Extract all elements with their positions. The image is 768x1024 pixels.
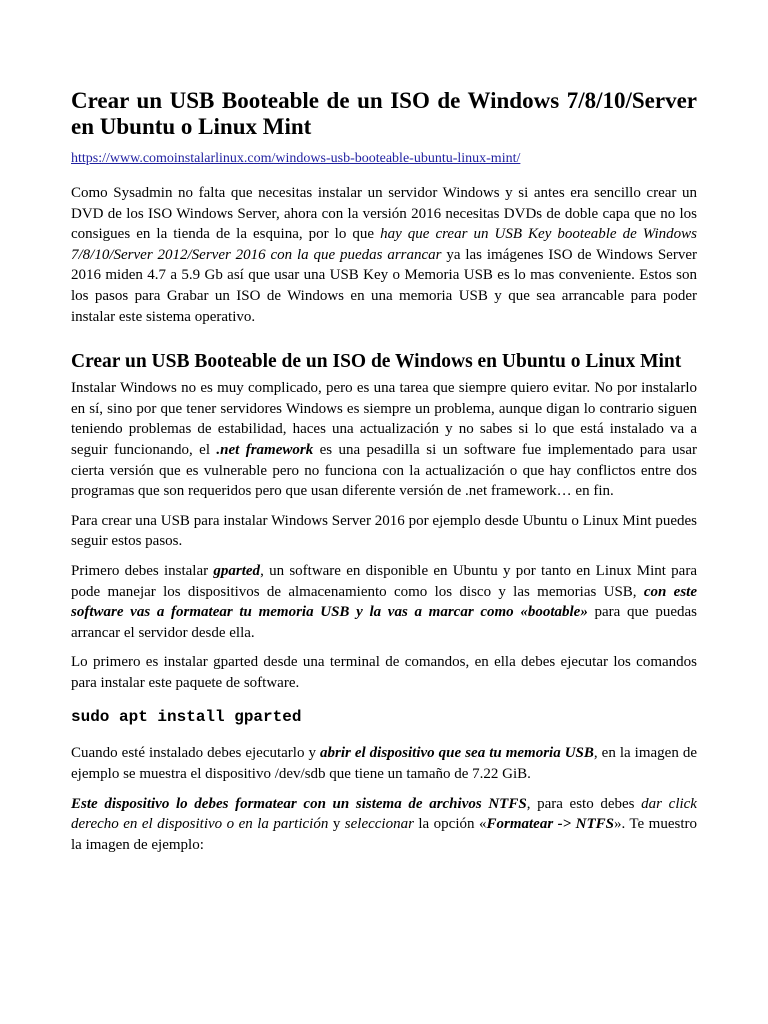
section-heading: Crear un USB Booteable de un ISO de Windows en Ubuntu o Linux Mint [71,351,682,373]
article-title: Crear un USB Booteable de un ISO de Windows 7/8/10/Server en Ubuntu o Linux Mint [71,88,697,139]
para8-text-2: y [328,816,345,833]
format-option-term: Formatear -> NTFS [486,816,614,833]
net-framework-term: .net framework [216,441,314,458]
intro-text-1: Como Sysadmin no falta que necesitas instalar un servidor Windows y si antes era sencillo crear un DVD de los ISO Windows Server, ahora con la versión 2016 necesitas DVDs de doble capa que no los consigues en la tienda de la esquina, por lo que [71,185,697,243]
para8-italic-2: seleccionar [344,816,414,833]
para7-emphasis: abrir el dispositivo que sea tu memoria USB [319,745,594,762]
para8-text-4: ». Te muestro la imagen de ejemplo: [71,816,697,853]
para2-text-1: Instalar Windows no es muy complicado, pero es una tarea que siempre quiero evitar. No por instalarlo en sí, sino por que tener servidores Windows es siempre un problema, aunque digan lo contrario siguen teniendo problemas de estabilidad, haces una actualización y no sabes si lo que está instalado va a seguir funcionando, el [71,380,697,458]
para8-italic-1: dar click derecho en el dispositivo o en la partición [71,795,697,833]
paragraph-windows-problems [71,378,697,502]
paragraph-steps-intro: Para crear una USB para instalar Windows Server 2016 por ejemplo desde Ubuntu o Linux Mint puedes seguir estos pasos. [71,512,697,550]
para4-emphasis: con este software vas a formatear tu memoria USB y la vas a marcar como «bootable» [71,583,697,621]
article-body [71,88,697,855]
intro-emphasis: hay que crear un USB Key booteable de Windows 7/8/10/Server 2012/Server 2016 con la que puedas arrancar [71,226,697,263]
paragraph-install-gparted [71,561,697,643]
intro-paragraph [71,183,697,327]
paragraph-format-ntfs [71,794,697,856]
para4-text-1: Primero debes instalar [71,562,214,579]
paragraph-terminal: Lo primero es instalar gparted desde una terminal de comandos, en ella debes ejecutar los comandos para instalar este paquete de software. [71,654,697,691]
command-block: sudo apt install gparted [71,708,302,727]
para7-text-1: Cuando esté instalado debes ejecutarlo y [71,745,320,762]
intro-text-2: ya las imágenes ISO de Windows Server 2016 miden 4.7 a 5.9 Gb así que usar una USB Key o Memoria USB es lo mas conveniente. Estos son los pasos para Grabar un ISO de Windows en una memoria USB y que sea arrancable para poder instalar este sistema operativo. [71,246,697,325]
para2-text-2: es una pesadilla si un software fue implementado para usar cierta versión que es vulnerable pero no funciona con la actualización o que hay conflictos entre dos programas que son requeridos pero que usan diferente versión de .net framework… en fin. [71,441,697,500]
paragraph-open-device [71,743,697,784]
para4-text-3: para que puedas arrancar el servidor desde ella. [71,604,698,641]
para4-text-2: , un software en disponible en Ubuntu y por tanto en Linux Mint para pode manejar los dispositivos de almacenamiento como los disco y las memorias USB, [71,562,697,600]
para8-emphasis-1: Este dispositivo lo debes formatear con un sistema de archivos NTFS [71,795,527,812]
para7-text-2: , en la imagen de ejemplo se muestra el dispositivo /dev/sdb que tiene un tamaño de 7.22 GiB. [71,745,698,783]
source-link[interactable]: https://www.comoinstalarlinux.com/windows-usb-booteable-ubuntu-linux-mint/ [71,151,521,166]
para8-text-3: la opción « [413,816,487,833]
gparted-term: gparted [213,562,261,579]
para8-text-1: , para esto debes [526,795,642,812]
